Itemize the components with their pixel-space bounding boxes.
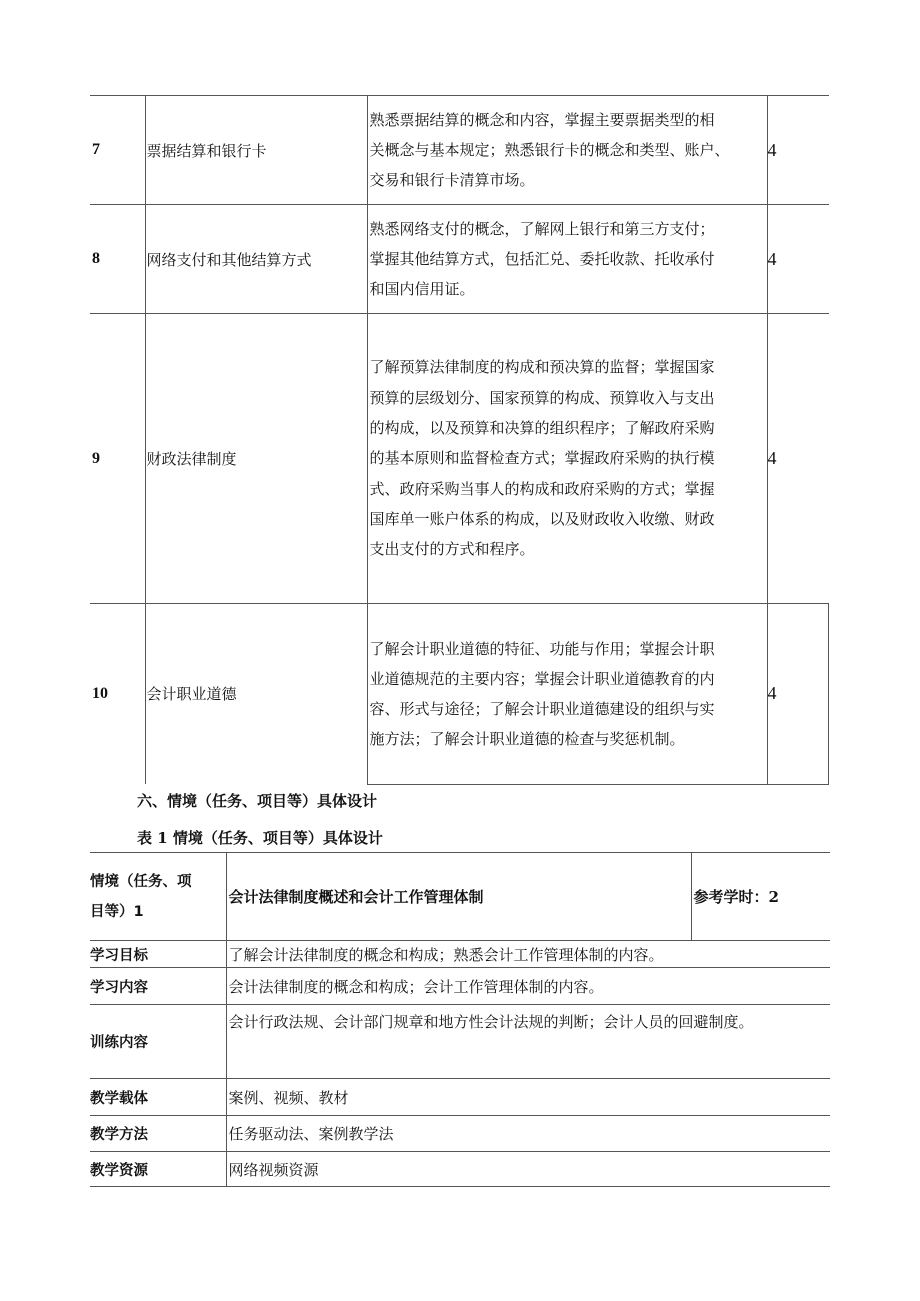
table-row — [90, 968, 830, 1005]
situation-table — [90, 852, 830, 1187]
table-caption: 表 1 情境（任务、项目等）具体设计 — [137, 829, 383, 847]
unit-hours: 4 — [767, 604, 829, 784]
table-row — [90, 1152, 830, 1187]
reference-hours: 参考学时：2 — [691, 853, 830, 941]
row-label: 教学资源 — [90, 1152, 226, 1187]
row-label: 教学方法 — [90, 1116, 226, 1152]
table-row — [90, 1116, 830, 1152]
unit-hours: 4 — [767, 205, 829, 314]
row-label: 教学载体 — [90, 1079, 226, 1116]
unit-number: 10 — [90, 604, 145, 784]
unit-number: 8 — [90, 205, 145, 314]
table-row — [90, 96, 829, 205]
row-label: 训练内容 — [90, 1005, 226, 1079]
unit-name: 财政法律制度 — [145, 314, 367, 604]
unit-name: 票据结算和银行卡 — [145, 96, 367, 205]
table-right-border — [828, 604, 829, 784]
section-heading: 六、情境（任务、项目等）具体设计 — [137, 792, 378, 810]
unit-description: 熟悉票据结算的概念和内容，掌握主要票据类型的相 关概念与基本规定；熟悉银行卡的概念和类型、账户、 交易和银行卡清算市场。 — [367, 96, 767, 205]
context-label: 情境（任务、项 目等）1 — [90, 853, 226, 941]
table-row — [90, 205, 829, 314]
course-units-table — [90, 95, 829, 784]
table-row — [90, 314, 829, 604]
unit-description: 了解会计职业道德的特征、功能与作用；掌握会计职 业道德规范的主要内容；掌握会计职业道德教育的内 容、形式与途径；了解会计职业道德建设的组织与实 施方法；了解会计职业道德的检查与奖惩机制。 — [367, 604, 767, 784]
table-row — [90, 853, 830, 941]
unit-name: 网络支付和其他结算方式 — [145, 205, 367, 314]
row-value: 会计法律制度的概念和构成；会计工作管理体制的内容。 — [226, 968, 830, 1005]
unit-name: 会计职业道德 — [145, 604, 367, 784]
table-row — [90, 941, 830, 968]
row-value: 会计行政法规、会计部门规章和地方性会计法规的判断；会计人员的回避制度。 — [226, 1005, 830, 1079]
row-value: 案例、视频、教材 — [226, 1079, 830, 1116]
context-title: 会计法律制度概述和会计工作管理体制 — [226, 853, 691, 941]
unit-description: 了解预算法律制度的构成和预决算的监督；掌握国家 预算的层级划分、国家预算的构成、预算收入与支出 的构成，以及预算和决算的组织程序；了解政府采购 的基本原则和监督检查方式；掌握政府采购的执行模 式、政府采购当事人的构成和政府采购的方式；掌握 国库单一账户体系的构成，以及财政收入收缴、财政 支出支付的方式和程序。 — [367, 314, 767, 604]
unit-number: 9 — [90, 314, 145, 604]
row-value: 了解会计法律制度的概念和构成；熟悉会计工作管理体制的内容。 — [226, 941, 830, 968]
unit-number: 7 — [90, 96, 145, 205]
table-row — [90, 1005, 830, 1079]
row-value: 任务驱动法、案例教学法 — [226, 1116, 830, 1152]
row-label: 学习内容 — [90, 968, 226, 1005]
table-row — [90, 1079, 830, 1116]
table-bottom-border — [367, 784, 829, 785]
unit-hours: 4 — [767, 96, 829, 205]
row-value: 网络视频资源 — [226, 1152, 830, 1187]
table-row — [90, 604, 829, 784]
unit-hours: 4 — [767, 314, 829, 604]
row-label: 学习目标 — [90, 941, 226, 968]
unit-description: 熟悉网络支付的概念，了解网上银行和第三方支付； 掌握其他结算方式，包括汇兑、委托收款、托收承付 和国内信用证。 — [367, 205, 767, 314]
